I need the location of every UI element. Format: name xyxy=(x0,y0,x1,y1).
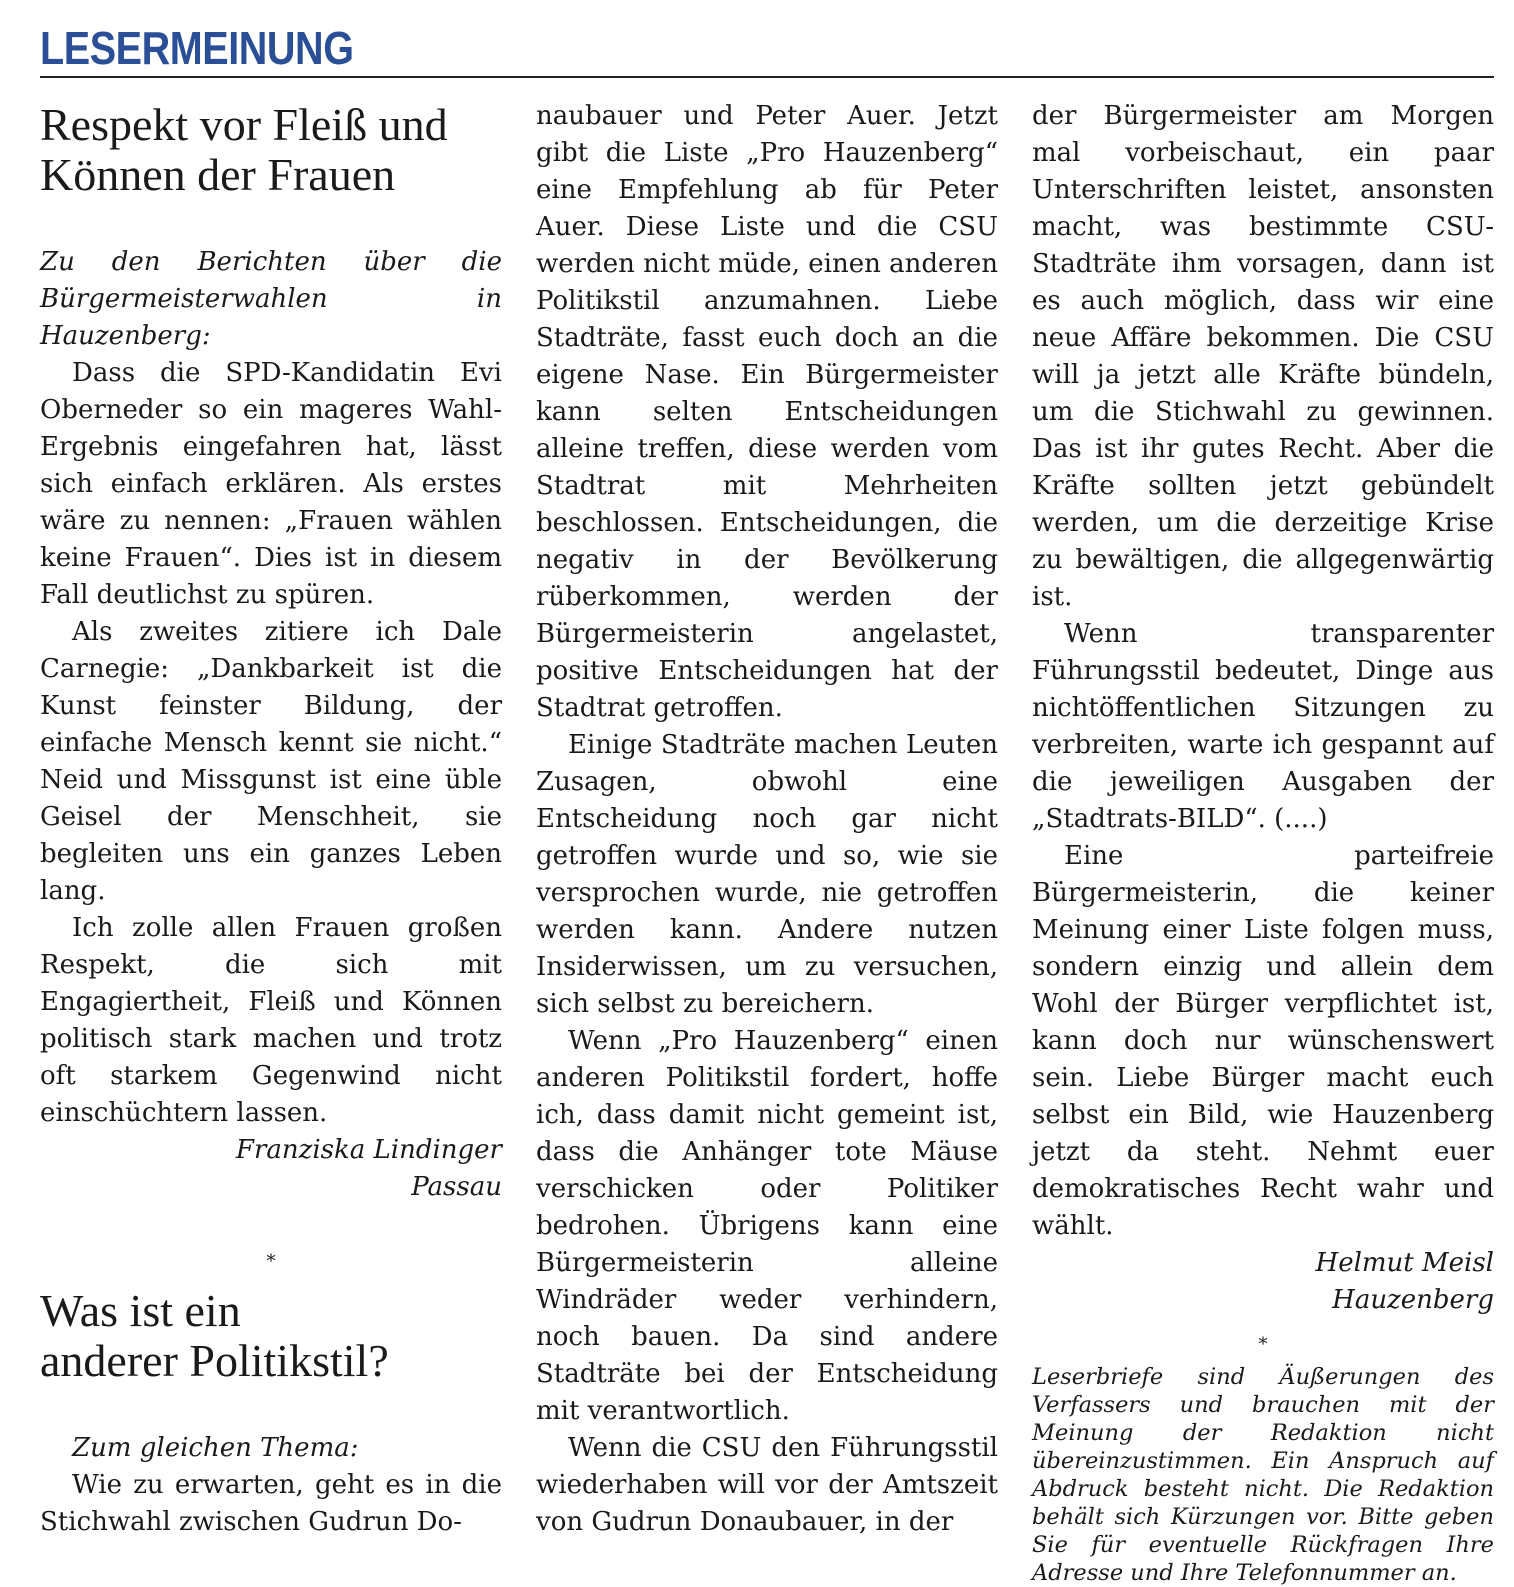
separator-star: * xyxy=(1258,1334,1268,1355)
letter1-city: Passau xyxy=(411,1172,502,1202)
letter2-paragraph: Wenn „Pro Hauzenberg“ einen anderen Politikstil fordert, hoffe ich, dass damit nicht gemeint ist, dass die Anhänger tote Mäuse verschicken oder Politiker bedrohen. Übrigens kann eine Bürgermeisterin alleine Windräder weder verhindern, noch bauen. Da sind andere Stadträte bei der Entscheidung mit verantwortlich. xyxy=(536,1026,998,1426)
letter2-headline-line2: anderer Politikstil? xyxy=(40,1335,389,1386)
letter2-paragraph: Eine parteifreie Bürgermeisterin, die keiner Meinung einer Liste folgen muss, sondern einzig und allein dem Wohl der Bürger verpflichtet ist, kann doch nur wünschenswert sein. Liebe Bürger macht euch selbst ein Bild, wie Hauzenberg jetzt da steht. Nehmt euer demokratisches Recht wahr und wählt. xyxy=(1032,841,1494,1241)
letter2-paragraph: Wie zu erwarten, geht es in die Stichwahl zwischen Gudrun Do- xyxy=(40,1470,502,1537)
letter1-headline-line2: Können der Frauen xyxy=(40,149,396,200)
disclaimer-note: Leserbriefe sind Äußerungen des Verfassers und brauchen mit der Meinung der Redaktion nicht übereinzustimmen. Ein Anspruch auf Abdruck besteht nicht. Die Redaktion behält sich Kürzungen vor. Bitte geben Sie für eventuelle Rückfragen Ihre Adresse und Ihre Telefonnummer an. xyxy=(1032,1364,1494,1586)
letter2-paragraph: naubauer und Peter Auer. Jetzt gibt die Liste „Pro Hauzenberg“ eine Empfehlung ab für Peter Auer. Diese Liste und die CSU werden nicht müde, einen anderen Politikstil anzumahnen. Liebe Stadträte, fasst euch doch an die eigene Nase. Ein Bürgermeister kann selten Entscheidungen alleine treffen, diese werden vom Stadtrat mit Mehrheiten beschlossen. Entscheidungen, die negativ in der Bevölkerung rüberkommen, werden der Bürgermeisterin angelastet, positive Entscheidungen hat der Stadtrat getroffen. xyxy=(536,101,998,723)
letter2-paragraph: Wenn die CSU den Führungsstil wiederhaben will vor der Amtszeit von Gudrun Donaubauer, in der xyxy=(536,1433,998,1537)
letter2-author: Helmut Meisl xyxy=(1315,1248,1494,1278)
letter2-city: Hauzenberg xyxy=(1332,1285,1494,1315)
letter1-paragraph: Als zweites zitiere ich Dale Carnegie: „Dankbarkeit ist die Kunst feinster Bildung, der einfache Mensch kennt sie nicht.“ Neid und Missgunst ist eine üble Geisel der Menschheit, sie begleiten uns ein ganzes Leben lang. xyxy=(40,617,502,906)
column-2 xyxy=(536,98,998,1541)
column-1 xyxy=(40,98,502,1541)
letter1-paragraph: Ich zolle allen Frauen großen Respekt, die sich mit Engagiertheit, Fleiß und Können politisch stark machen und trotz oft starkem Gegenwind nicht einschüchtern lassen. xyxy=(40,913,502,1128)
letter2-headline xyxy=(40,1286,502,1386)
column-3 xyxy=(1032,98,1494,1587)
letter2-paragraph: Wenn transparenter Führungsstil bedeutet, Dinge aus nichtöffentlichen Sitzungen zu verbreiten, warte ich gespannt auf die jeweiligen Ausgaben der „Stadtrats-BILD“. (....) xyxy=(1032,619,1494,834)
letter2-paragraph: Einige Stadträte machen Leuten Zusagen, obwohl eine Entscheidung noch gar nicht getroffen wurde und so, wie sie versprochen wurde, nie getroffen werden kann. Andere nutzen Insiderwissen, um zu versuchen, sich selbst zu bereichern. xyxy=(536,730,998,1019)
letter1-headline xyxy=(40,100,502,200)
separator-star: * xyxy=(266,1251,276,1272)
section-rule xyxy=(40,76,1494,78)
letter2-headline-line1: Was ist ein xyxy=(40,1285,241,1336)
letter1-headline-line1: Respekt vor Fleiß und xyxy=(40,99,448,150)
letter1-intro: Zu den Berichten über die Bürgermeisterwahlen in Hauzenberg: xyxy=(40,247,502,351)
letter2-intro: Zum gleichen Thema: xyxy=(72,1433,359,1463)
letter1-paragraph: Dass die SPD-Kandidatin Evi Oberneder so ein mageres Wahl-Ergebnis eingefahren hat, lässt sich einfach erklären. Als erstes wäre zu nennen: „Frauen wählen keine Frauen“. Dies ist in diesem Fall deutlichst zu spüren. xyxy=(40,358,502,610)
letter2-paragraph: der Bürgermeister am Morgen mal vorbeischaut, ein paar Unterschriften leistet, ansonsten macht, was bestimmte CSU-Stadträte ihm vorsagen, dann ist es auch möglich, dass wir eine neue Affäre bekommen. Die CSU will ja jetzt alle Kräfte bündeln, um die Stichwahl zu gewinnen. Das ist ihr gutes Recht. Aber die Kräfte sollten jetzt gebündelt werden, um die derzeitige Krise zu bewältigen, die allgegenwärtig ist. xyxy=(1032,101,1494,612)
section-title: LESERMEINUNG xyxy=(40,22,354,74)
letter1-author: Franziska Lindinger xyxy=(235,1135,502,1165)
